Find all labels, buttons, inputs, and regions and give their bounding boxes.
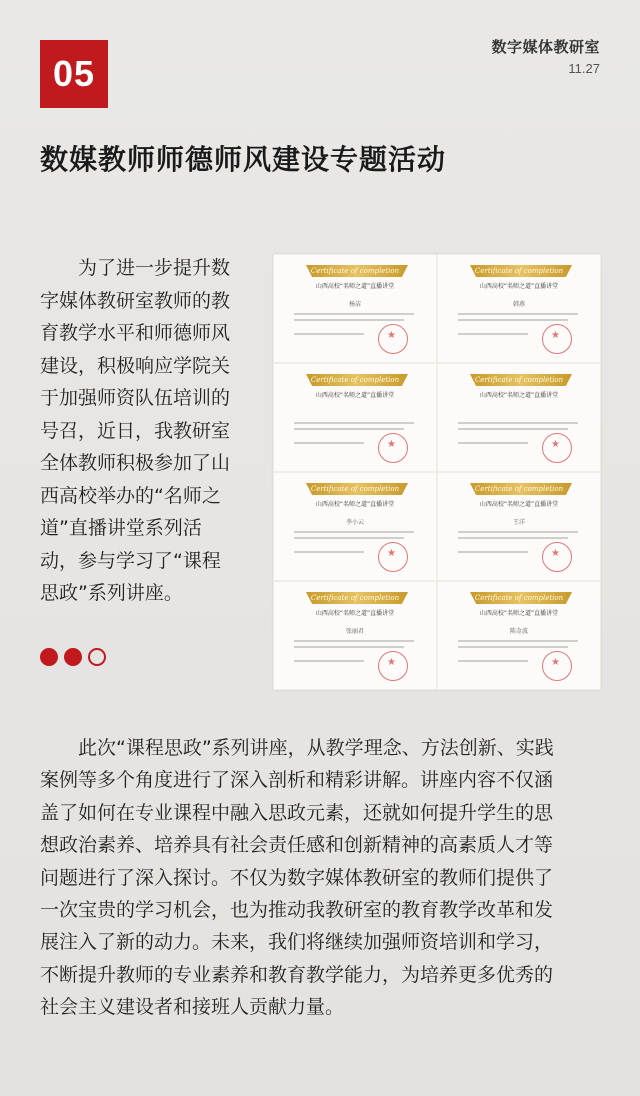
certificate-text-line bbox=[458, 660, 528, 662]
certificate-heading: 山西高校“名师之道”直播讲堂 bbox=[315, 501, 395, 508]
certificate-text-line bbox=[458, 313, 578, 315]
intro-line: 于加强师资队伍培训的 bbox=[40, 387, 231, 409]
intro-line: 西高校举办的“名师之 bbox=[40, 484, 221, 507]
certificate-holder: 韩燕 bbox=[512, 301, 525, 308]
body-line: 案例等多个角度进行了深入剖析和精彩讲解。讲座内容不仅涵 bbox=[40, 769, 554, 792]
body-line: 一次宝贵的学习机会，也为推动我教研室的教育教学改革和发 bbox=[40, 899, 554, 922]
certificate-text-line bbox=[458, 551, 528, 553]
certificate-banner-text: Certificate of completion bbox=[474, 594, 564, 602]
body-line: 社会主义建设者和接班人贡献力量。 bbox=[40, 996, 345, 1019]
seal-stamp bbox=[378, 651, 408, 681]
certificate-card bbox=[437, 254, 601, 363]
certificate-card bbox=[437, 363, 601, 472]
certificate-text-line bbox=[458, 333, 528, 335]
carousel-dot-1[interactable] bbox=[40, 648, 58, 666]
certificate-heading: 山西高校“名师之道”直播讲堂 bbox=[479, 501, 559, 508]
certificate-text-line bbox=[294, 422, 414, 424]
certificate-holder: 陈金波 bbox=[509, 628, 528, 635]
intro-line: 号召，近日，我教研室 bbox=[40, 419, 231, 442]
page-title: 数媒教师师德师风建设专题活动 bbox=[40, 143, 447, 176]
certificate-banner-text: Certificate of completion bbox=[310, 594, 400, 602]
certificate-card bbox=[273, 254, 437, 363]
seal-stamp bbox=[542, 433, 572, 463]
certificate-heading: 山西高校“名师之道”直播讲堂 bbox=[315, 610, 395, 617]
intro-line: 育教学水平和师德师风 bbox=[40, 322, 231, 344]
certificate-text-line bbox=[294, 640, 414, 642]
carousel-dot-3[interactable] bbox=[88, 648, 106, 666]
certificate-text-line bbox=[458, 422, 578, 424]
certificate-card bbox=[437, 472, 601, 581]
seal-stamp bbox=[378, 324, 408, 354]
body-line: 盖了如何在专业课程中融入思政元素，还就如何提升学生的思 bbox=[40, 801, 554, 824]
certificate-text-line bbox=[458, 646, 568, 648]
certificate-holder: 张丽君 bbox=[345, 628, 364, 635]
body-line: 展注入了新的动力。未来，我们将继续加强师资培训和学习， bbox=[40, 931, 554, 954]
certificate-banner-text: Certificate of completion bbox=[310, 267, 400, 275]
certificate-text-line bbox=[294, 531, 414, 533]
seal-stamp bbox=[378, 542, 408, 572]
certificate-holder: 李小云 bbox=[345, 519, 364, 526]
certificate-heading: 山西高校“名师之道”直播讲堂 bbox=[315, 283, 395, 290]
certificate-card bbox=[273, 363, 437, 472]
certificate-card bbox=[273, 472, 437, 581]
body-line: 想政治素养、培养具有社会责任感和创新精神的高素质人才等 bbox=[40, 834, 554, 857]
seal-stamp bbox=[542, 324, 572, 354]
certificate-heading: 山西高校“名师之道”直播讲堂 bbox=[479, 283, 559, 290]
certificate-text-line bbox=[458, 640, 578, 642]
certificate-text-line bbox=[294, 428, 404, 430]
certificate-text-line bbox=[294, 660, 364, 662]
certificate-text-line bbox=[294, 313, 414, 315]
intro-paragraph bbox=[40, 252, 255, 610]
certificate-text-line bbox=[294, 442, 364, 444]
certificate-banner-text: Certificate of completion bbox=[310, 376, 400, 384]
post-date: 11.27 bbox=[568, 61, 600, 76]
seal-stamp bbox=[542, 542, 572, 572]
certificate-text-line bbox=[294, 333, 364, 335]
seal-stamp bbox=[378, 433, 408, 463]
certificate-text-line bbox=[458, 319, 568, 321]
body-line: 不断提升教师的专业素养和教育教学能力，为培养更多优秀的 bbox=[40, 963, 554, 986]
carousel-indicator bbox=[40, 648, 106, 666]
certificate-heading: 山西高校“名师之道”直播讲堂 bbox=[315, 392, 395, 399]
intro-line: 建设，积极响应学院关 bbox=[40, 354, 231, 377]
certificate-text-line bbox=[294, 537, 404, 539]
certificate-banner-text: Certificate of completion bbox=[310, 485, 400, 493]
certificate-text-line bbox=[458, 537, 568, 539]
body-paragraph bbox=[40, 732, 602, 1024]
certificate-holder: 杨洁 bbox=[348, 301, 361, 308]
certificate-heading: 山西高校“名师之道”直播讲堂 bbox=[479, 610, 559, 617]
certificate-banner-text: Certificate of completion bbox=[474, 485, 564, 493]
intro-line: 动，参与学习了“课程 bbox=[40, 549, 221, 572]
section-number: 05 bbox=[52, 53, 96, 94]
body-line: 问题进行了深入探讨。不仅为数字媒体教研室的教师们提供了 bbox=[40, 866, 554, 889]
certificate-holder: 王洋 bbox=[512, 519, 525, 526]
certificate-heading: 山西高校“名师之道”直播讲堂 bbox=[479, 392, 559, 399]
intro-line: 字媒体教研室教师的教 bbox=[40, 289, 231, 312]
body-line: 此次“课程思政”系列讲座，从教学理念、方法创新、实践 bbox=[40, 737, 554, 759]
brand-name: 数字媒体教研室 bbox=[491, 38, 600, 56]
carousel-dot-2[interactable] bbox=[64, 648, 82, 666]
certificate-banner-text: Certificate of completion bbox=[474, 267, 564, 275]
certificate-text-line bbox=[458, 531, 578, 533]
certificate-card bbox=[273, 581, 437, 690]
certificate-text-line bbox=[458, 428, 568, 430]
certificate-text-line bbox=[458, 442, 528, 444]
certificate-text-line bbox=[294, 646, 404, 648]
certificate-text-line bbox=[294, 319, 404, 321]
certificate-text-line bbox=[294, 551, 364, 553]
intro-line: 全体教师积极参加了山 bbox=[40, 452, 231, 474]
section-number-badge bbox=[40, 40, 108, 108]
brand-header bbox=[491, 36, 600, 76]
certificates-image bbox=[273, 254, 601, 690]
intro-line: 思政”系列讲座。 bbox=[40, 582, 183, 604]
intro-line: 为了进一步提升数 bbox=[40, 257, 231, 279]
certificate-card bbox=[437, 581, 601, 690]
intro-line: 道”直播讲堂系列活 bbox=[40, 517, 202, 539]
seal-stamp bbox=[542, 651, 572, 681]
certificate-banner-text: Certificate of completion bbox=[474, 376, 564, 384]
